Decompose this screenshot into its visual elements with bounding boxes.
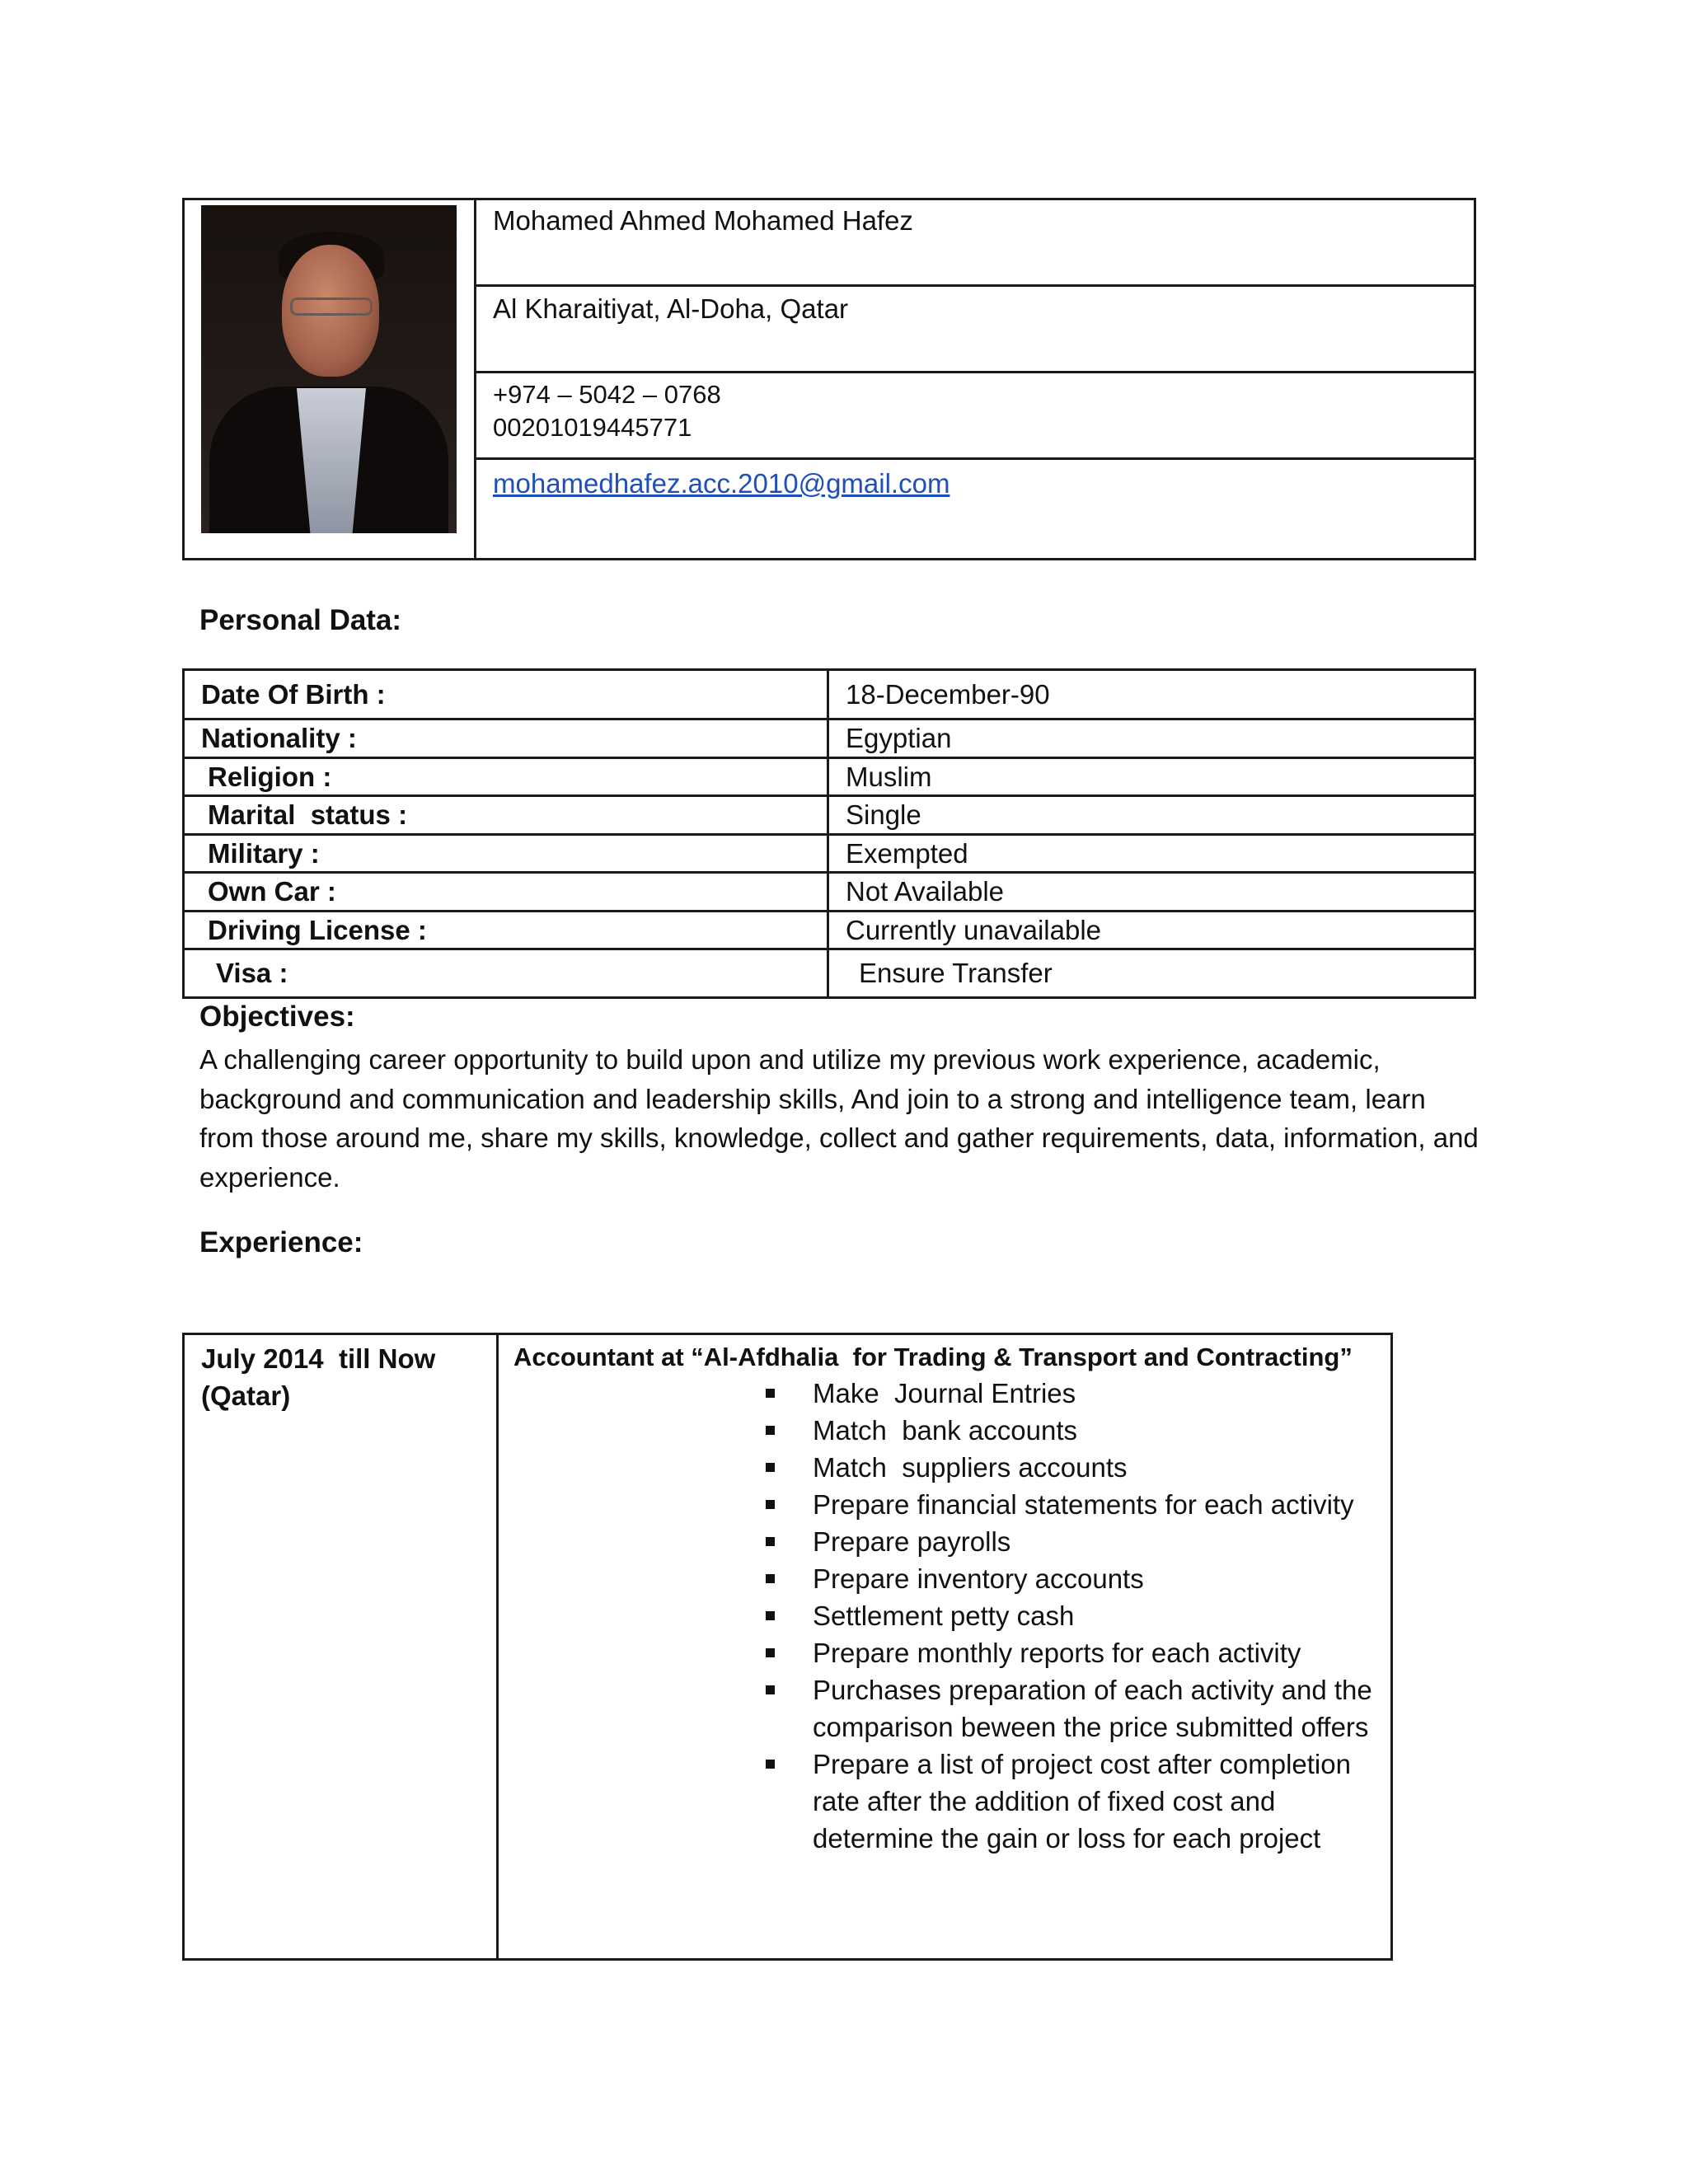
duty-text: Prepare inventory accounts [813,1563,1144,1594]
duty-text: Match bank accounts [813,1415,1078,1446]
square-bullet-icon [766,1537,775,1546]
table-row [185,912,1474,950]
table-row [185,836,1474,874]
experience-details-cell [499,1335,1390,1958]
job-title: Accountant at “Al-Afdhalia for Trading & Transport and Contracting” [513,1343,1353,1371]
duty-text: Prepare monthly reports for each activity [813,1638,1301,1668]
table-row [185,950,1474,996]
list-item [813,1375,1390,1412]
list-item [813,1597,1390,1634]
list-item [813,1486,1390,1523]
list-item [813,1634,1390,1671]
row-label: Religion : [185,759,829,794]
duty-text: Settlement petty cash [813,1601,1075,1631]
square-bullet-icon [766,1648,775,1657]
photo-glasses [290,298,373,316]
row-value: Not Available [846,876,1005,907]
square-bullet-icon [766,1611,775,1620]
duty-text: Match suppliers accounts [813,1452,1128,1483]
row-value: Currently unavailable [846,914,1102,945]
table-row [185,874,1474,912]
duties-list [513,1375,1390,1857]
experience-period: July 2014 till Now [201,1343,436,1374]
full-name: Mohamed Ahmed Mohamed Hafez [493,205,913,236]
objectives-heading: Objectives: [199,1001,355,1033]
experience-location: (Qatar) [201,1380,291,1411]
experience-period-cell [185,1335,499,1958]
list-item [813,1560,1390,1597]
phone-qatar: +974 – 5042 – 0768 [493,380,721,409]
photo-cell [185,200,476,558]
row-value: Muslim [846,761,932,792]
name-row [476,200,1474,287]
contact-header-table [182,198,1476,560]
duty-text: Prepare a list of project cost after completion rate after the addition of fixed cost and determine the gain or loss for each project [813,1749,1351,1854]
phone-egypt: 00201019445771 [493,413,692,442]
duty-text: Make Journal Entries [813,1378,1076,1408]
phone-row [476,373,1474,460]
email-link[interactable]: mohamedhafez.acc.2010@gmail.com [493,468,950,499]
row-label: Marital status : [185,797,829,833]
list-item [813,1671,1390,1746]
row-label: Own Car : [185,874,829,910]
row-label: Military : [185,836,829,871]
table-row [185,759,1474,797]
experience-table [182,1333,1393,1961]
row-label: Visa : [185,950,829,996]
personal-data-heading: Personal Data: [199,604,402,636]
contact-info-cell [476,200,1474,558]
experience-heading: Experience: [199,1226,363,1258]
list-item [813,1746,1390,1857]
square-bullet-icon [766,1463,775,1472]
row-value: Single [846,799,921,830]
email-row [476,460,1474,558]
duty-text: Purchases preparation of each activity and the comparison beween the price submitted offers [813,1675,1372,1742]
square-bullet-icon [766,1389,775,1398]
table-row [185,720,1474,759]
table-row [185,797,1474,836]
objectives-paragraph: A challenging career opportunity to build upon and utilize my previous work experience, academic, background and communication and leadership skills, And join to a strong and intelligence team, learn from those around me, share my skills, knowledge, collect and gather requirements, data, information, and experience. [199,1044,1479,1193]
square-bullet-icon [766,1426,775,1435]
row-value: Exempted [846,837,968,869]
row-value: 18-December-90 [846,678,1050,710]
square-bullet-icon [766,1685,775,1694]
row-label: Driving License : [185,912,829,948]
row-label: Date Of Birth : [185,671,829,718]
list-item [813,1523,1390,1560]
duty-text: Prepare financial statements for each activity [813,1489,1354,1520]
duty-text: Prepare payrolls [813,1526,1011,1557]
square-bullet-icon [766,1574,775,1583]
personal-data-table [182,668,1476,999]
square-bullet-icon [766,1760,775,1769]
list-item [813,1449,1390,1486]
list-item [813,1412,1390,1449]
row-value: Ensure Transfer [859,958,1053,988]
square-bullet-icon [766,1500,775,1509]
address-row [476,287,1474,373]
table-row [185,671,1474,720]
address: Al Kharaitiyat, Al-Doha, Qatar [493,293,849,324]
row-label: Nationality : [185,720,829,757]
profile-photo [201,205,457,533]
row-value: Egyptian [846,723,952,753]
